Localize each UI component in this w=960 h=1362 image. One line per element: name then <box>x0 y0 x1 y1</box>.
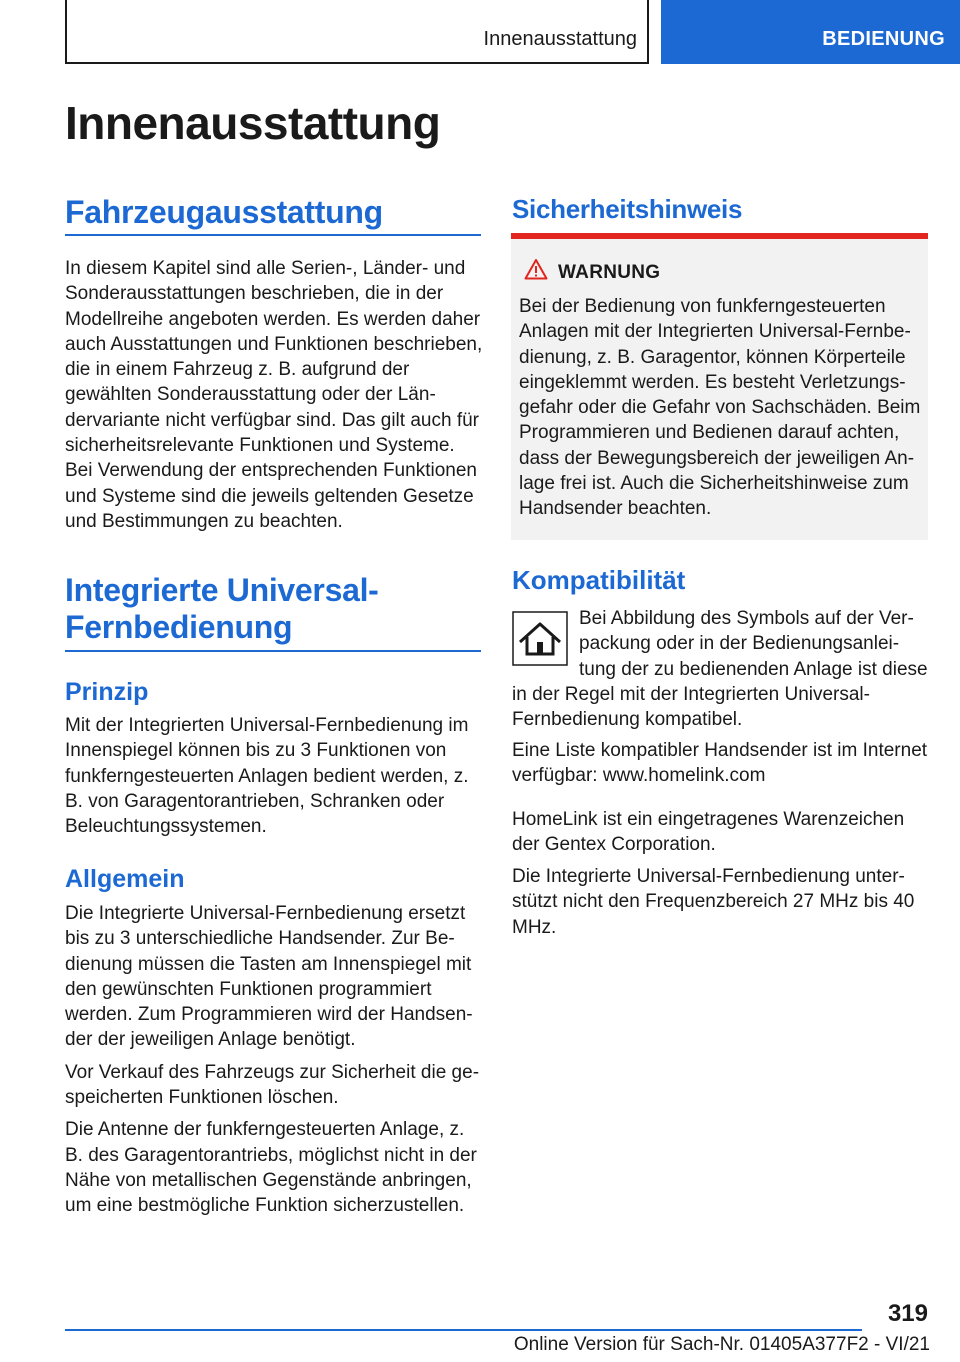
paragraph-kompatibilitaet-3: HomeLink ist ein eingetragenes Warenzeichen der Gentex Corporation. <box>512 808 905 855</box>
paragraph-kompatibilitaet-1-wrap <box>512 606 928 732</box>
paragraph-fahrzeugausstattung: In diesem Kapitel sind alle Serien-, Länder- und Sonderausstattungen beschrieben, die in der Modellreihe angeboten werden. Es werden daher auch Ausstattungen und Funktionen beschrieben, die in einem Fahrzeug z. B. aufgrund der gewählten Sonderausstattung oder der Ländervariante nicht verfügbar sind. Das gilt auch für sicherheitsrelevante Funktionen und Systeme. Bei Verwendung der entsprechenden Funktionen und Systeme sind die jeweils geltenden Gesetze und Bestimmungen zu beachten. <box>65 258 483 532</box>
paragraph-allgemein-3: Die Antenne der funkferngesteuerten Anlage, z. B. des Garagentorantriebs, möglichst nicht in der Nähe von metallischen Gegenstände anbringen, um eine bestmögliche Funktion sicherzustellen. <box>65 1119 477 1217</box>
heading-sicherheitshinweis: Sicherheitshinweis <box>512 194 743 224</box>
warning-triangle-icon <box>524 258 548 280</box>
heading-prinzip: Prinzip <box>65 678 149 706</box>
header-chapter-label: BEDIENUNG <box>822 28 945 50</box>
warning-text: Bei der Bedienung von funkferngesteuerten Anlagen mit der Integrierten Universal-Fernbedienung, z. B. Garagentor, können Körperteile eingeklemmt werden. Es besteht Verletzungsgefahr oder die Gefahr von Sachschäden. Beim Programmieren und Bedienen darauf achten, dass der Bewegungsbereich der jeweiligen Anlage frei ist. Auch die Sicherheitshinweise zum Handsender beachten. <box>519 296 921 520</box>
paragraph-prinzip: Mit der Integrierten Universal-Fernbedienung im Innenspiegel können bis zu 3 Funktionen von funkferngesteuerten Anlagen bedient werden, z. B. von Garagentorantrieben, Schranken oder Beleuchtungssystemen. <box>65 715 469 838</box>
heading-universal-fernbedienung-line2: Fernbedienung <box>65 609 293 645</box>
paragraph-kompatibilitaet-2: Eine Liste kompatibler Handsender ist im Internet verfügbar: www.homelink.com <box>512 740 928 787</box>
icon-float-spacer <box>512 606 579 678</box>
paragraph-allgemein-2: Vor Verkauf des Fahrzeugs zur Sicherheit die gespeicherten Funktionen löschen. <box>65 1061 480 1109</box>
heading-rule <box>65 650 481 652</box>
footer-online-version: Online Version für Sach-Nr. 01405A377F2 - VI/21 <box>513 1334 930 1355</box>
kompatibilitaet-text <box>512 738 928 947</box>
heading-kompatibilitaet: Kompatibilität <box>512 565 686 595</box>
allgemein-text <box>65 901 483 1226</box>
heading-universal-fernbedienung-line1: Integrierte Universal- <box>65 572 379 608</box>
warning-label: WARNUNG <box>558 262 661 283</box>
page-number: 319 <box>887 1300 928 1327</box>
page-title: Innenausstattung <box>65 97 441 149</box>
paragraph-allgemein-1: Die Integrierte Universal-Fernbedienung ersetzt bis zu 3 unterschiedliche Handsender. Zur Bedienung müssen die Tasten am Innenspiegel mit den gewünschten Funktionen programmiert werden. Zum Programmieren wird der Handsender der jeweiligen Anlage benötigt. <box>65 903 473 1051</box>
heading-fahrzeugausstattung: Fahrzeugausstattung <box>65 194 383 230</box>
header-section-title: Innenausstattung <box>483 28 637 50</box>
paragraph-kompatibilitaet-4: Die Integrierte Universal-Fernbedienung unterstützt nicht den Frequenzbereich 27 MHz bis 40 MHz. <box>512 866 915 938</box>
heading-allgemein: Allgemein <box>65 865 185 893</box>
footer-rule <box>65 1329 862 1331</box>
heading-rule <box>65 234 481 236</box>
paragraph-kompatibilitaet-1: Bei Abbildung des Symbols auf der Verpackung oder in der Bedienungsanleitung der zu bedienenden Anlage ist diese in der Regel mit der Integrierten Universal-Fernbedienung kompatibel. <box>512 608 928 731</box>
